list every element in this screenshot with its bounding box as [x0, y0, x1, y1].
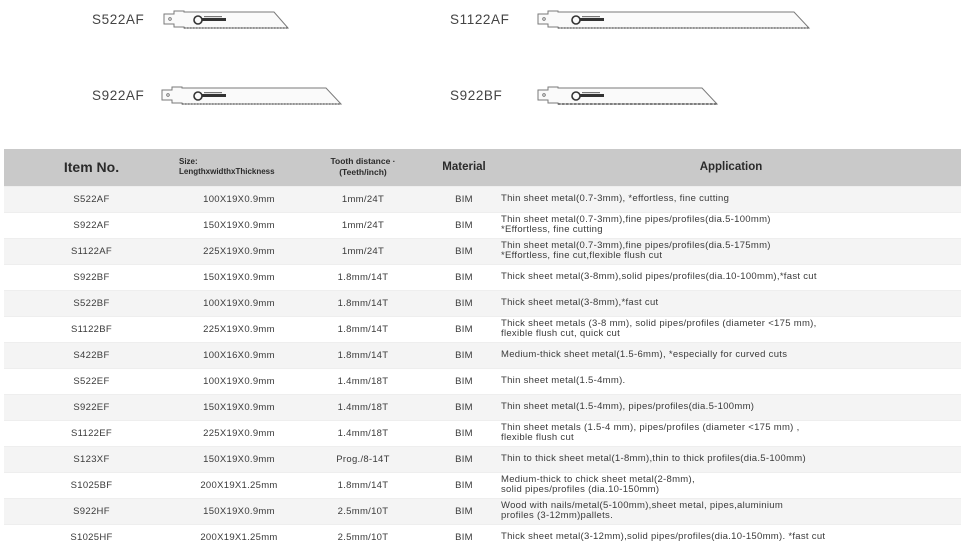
tooth-distance-cell: 1mm/24T: [299, 238, 427, 264]
table-row: [4, 394, 961, 420]
table-row: [4, 186, 961, 212]
application-line: Medium-thick to chick sheet metal(2-8mm),: [501, 474, 695, 485]
size-cell: 200X19X1.25mm: [179, 524, 299, 550]
size-cell: 150X19X0.9mm: [179, 446, 299, 472]
application-line: Thin sheet metal(0.7-3mm),fine pipes/profiles(dia.5-175mm): [501, 240, 771, 251]
material-cell: BIM: [427, 368, 501, 394]
tooth-distance-cell: 1.8mm/14T: [299, 290, 427, 316]
application-line: *Effortless, fine cut,flexible flush cut: [501, 250, 663, 261]
size-cell: 100X19X0.9mm: [179, 186, 299, 212]
application-cell: [501, 368, 961, 394]
item-no-cell: S522BF: [4, 290, 179, 316]
header-tooth-line1: Tooth distance ·: [330, 156, 396, 167]
material-cell: BIM: [427, 290, 501, 316]
table-body: [4, 186, 961, 550]
item-no-cell: S922BF: [4, 264, 179, 290]
tooth-distance-cell: 1mm/24T: [299, 186, 427, 212]
application-cell: [501, 264, 961, 290]
item-no-cell: S123XF: [4, 446, 179, 472]
application-line: solid pipes/profiles (dia.10-150mm): [501, 484, 660, 495]
application-cell: [501, 186, 961, 212]
application-line: *Effortless, fine cutting: [501, 224, 603, 235]
tooth-distance-cell: 2.5mm/10T: [299, 498, 427, 524]
application-cell: [501, 290, 961, 316]
table-row: [4, 472, 961, 498]
table-row: [4, 264, 961, 290]
application-cell: [501, 394, 961, 420]
application-line: profiles (3-12mm)pallets.: [501, 510, 614, 521]
header-size-line1: Size:: [179, 157, 198, 167]
item-no-cell: S1025HF: [4, 524, 179, 550]
application-cell: [501, 524, 961, 550]
item-no-cell: S922HF: [4, 498, 179, 524]
size-cell: 225X19X0.9mm: [179, 238, 299, 264]
header-size: [179, 149, 299, 186]
table-row: [4, 420, 961, 446]
application-line: Wood with nails/metal(5-100mm),sheet metal, pipes,aluminium: [501, 500, 784, 511]
saw-blade-icon: [536, 82, 720, 108]
table-row: [4, 342, 961, 368]
item-no-cell: S1122EF: [4, 420, 179, 446]
application-cell: [501, 446, 961, 472]
header-application: Application: [699, 161, 763, 174]
saw-blade-icon: [536, 6, 812, 32]
saw-blade-icon: [162, 6, 292, 32]
table-row: [4, 316, 961, 342]
header-material: Material: [442, 161, 486, 174]
size-cell: 150X19X0.9mm: [179, 498, 299, 524]
header-item-no: Item No.: [63, 159, 120, 176]
blade-spec-table: [4, 149, 961, 550]
header-size-line2: LengthxwidthxThickness: [179, 167, 275, 177]
table-row: [4, 498, 961, 524]
application-line: Thick sheet metals (3-8 mm), solid pipes/profiles (diameter <175 mm),: [501, 318, 817, 329]
table-row: [4, 238, 961, 264]
application-cell: [501, 238, 961, 264]
tooth-distance-cell: 1.8mm/14T: [299, 472, 427, 498]
blade-code: S922AF: [92, 88, 145, 103]
header-tooth-distance: [299, 149, 427, 186]
size-cell: 150X19X0.9mm: [179, 212, 299, 238]
application-line: Thin sheet metals (1.5-4 mm), pipes/profiles (diameter <175 mm) ,: [501, 422, 800, 433]
header-tooth-line2: (Teeth/inch): [339, 167, 387, 178]
material-cell: BIM: [427, 446, 501, 472]
application-line: Thick sheet metal(3-8mm),solid pipes/profiles(dia.10-100mm),*fast cut: [501, 271, 817, 282]
material-cell: BIM: [427, 342, 501, 368]
blade-illustrations: [0, 0, 970, 140]
application-cell: [501, 316, 961, 342]
application-cell: [501, 342, 961, 368]
blade-code: S522AF: [92, 12, 145, 27]
tooth-distance-cell: 1mm/24T: [299, 212, 427, 238]
table-row: [4, 446, 961, 472]
tooth-distance-cell: 1.4mm/18T: [299, 420, 427, 446]
material-cell: BIM: [427, 238, 501, 264]
material-cell: BIM: [427, 212, 501, 238]
table-header-row: [4, 149, 961, 186]
application-line: flexible flush cut: [501, 432, 574, 443]
tooth-distance-cell: 2.5mm/10T: [299, 524, 427, 550]
size-cell: 100X19X0.9mm: [179, 290, 299, 316]
material-cell: BIM: [427, 316, 501, 342]
size-cell: 225X19X0.9mm: [179, 316, 299, 342]
application-line: Thin sheet metal(0.7-3mm),fine pipes/profiles(dia.5-100mm): [501, 214, 771, 225]
material-cell: BIM: [427, 472, 501, 498]
table-row: [4, 524, 961, 550]
tooth-distance-cell: 1.4mm/18T: [299, 394, 427, 420]
application-line: Thin sheet metal(0.7-3mm), *effortless, fine cutting: [501, 193, 730, 204]
item-no-cell: S922EF: [4, 394, 179, 420]
tooth-distance-cell: Prog./8-14T: [299, 446, 427, 472]
item-no-cell: S1122BF: [4, 316, 179, 342]
item-no-cell: S1122AF: [4, 238, 179, 264]
application-cell: [501, 498, 961, 524]
tooth-distance-cell: 1.4mm/18T: [299, 368, 427, 394]
application-cell: [501, 212, 961, 238]
item-no-cell: S522EF: [4, 368, 179, 394]
application-cell: [501, 420, 961, 446]
size-cell: 150X19X0.9mm: [179, 394, 299, 420]
material-cell: BIM: [427, 264, 501, 290]
size-cell: 100X16X0.9mm: [179, 342, 299, 368]
item-no-cell: S1025BF: [4, 472, 179, 498]
table-row: [4, 212, 961, 238]
material-cell: BIM: [427, 524, 501, 550]
application-cell: [501, 472, 961, 498]
blade-code: S1122AF: [450, 12, 510, 27]
material-cell: BIM: [427, 186, 501, 212]
saw-blade-icon: [160, 82, 344, 108]
item-no-cell: S422BF: [4, 342, 179, 368]
size-cell: 150X19X0.9mm: [179, 264, 299, 290]
application-line: Thick sheet metal(3-12mm),solid pipes/profiles(dia.10-150mm). *fast cut: [501, 531, 826, 543]
table-row: [4, 368, 961, 394]
item-no-cell: S522AF: [4, 186, 179, 212]
table-row: [4, 290, 961, 316]
tooth-distance-cell: 1.8mm/14T: [299, 316, 427, 342]
tooth-distance-cell: 1.8mm/14T: [299, 264, 427, 290]
application-line: Medium-thick sheet metal(1.5-6mm), *especially for curved cuts: [501, 349, 788, 360]
material-cell: BIM: [427, 498, 501, 524]
material-cell: BIM: [427, 420, 501, 446]
tooth-distance-cell: 1.8mm/14T: [299, 342, 427, 368]
blade-code: S922BF: [450, 88, 503, 103]
application-line: Thin sheet metal(1.5-4mm).: [501, 375, 626, 386]
application-line: Thick sheet metal(3-8mm),*fast cut: [501, 297, 659, 308]
size-cell: 225X19X0.9mm: [179, 420, 299, 446]
size-cell: 100X19X0.9mm: [179, 368, 299, 394]
application-line: Thin to thick sheet metal(1-8mm),thin to thick profiles(dia.5-100mm): [501, 453, 806, 464]
item-no-cell: S922AF: [4, 212, 179, 238]
size-cell: 200X19X1.25mm: [179, 472, 299, 498]
application-line: flexible flush cut, quick cut: [501, 328, 621, 339]
material-cell: BIM: [427, 394, 501, 420]
application-line: Thin sheet metal(1.5-4mm), pipes/profiles(dia.5-100mm): [501, 401, 755, 412]
